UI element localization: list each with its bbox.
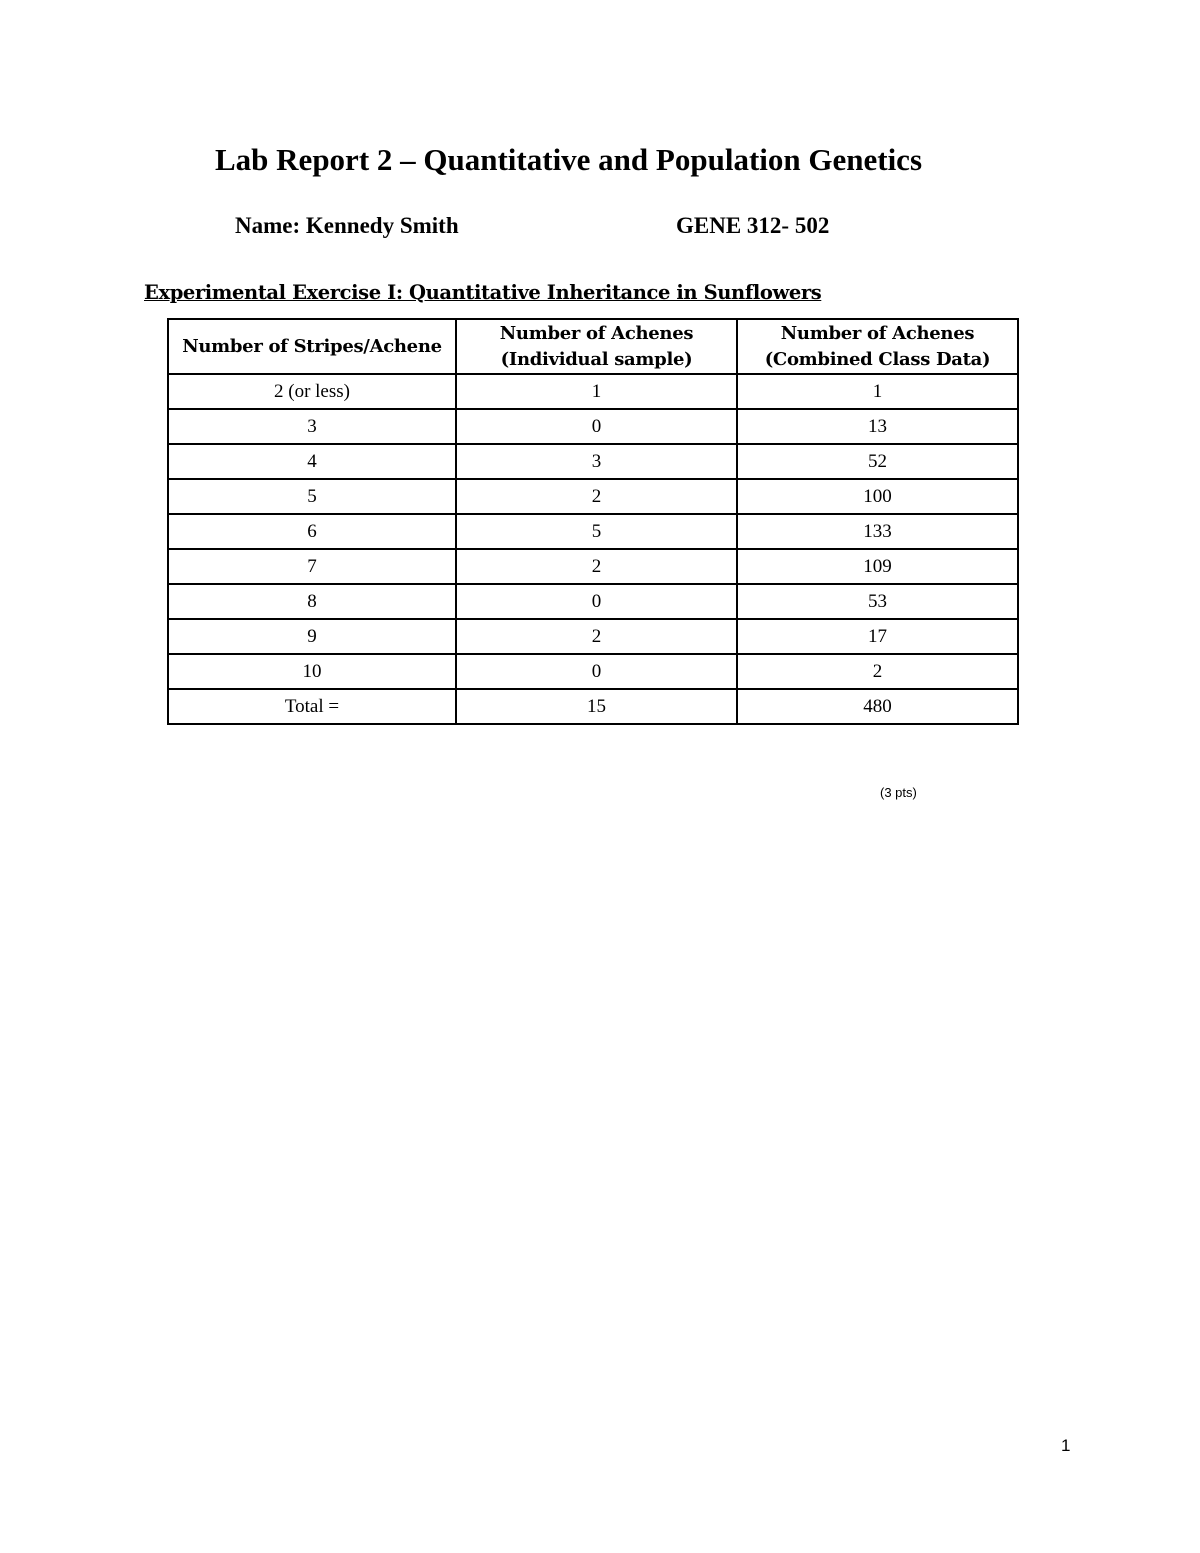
page-number: 1 bbox=[1061, 1436, 1071, 1455]
individual-count-cell: 15 bbox=[456, 689, 737, 724]
combined-count-cell: 1 bbox=[737, 374, 1018, 409]
combined-count-cell: 53 bbox=[737, 584, 1018, 619]
table-row bbox=[168, 514, 1018, 549]
table-row bbox=[168, 479, 1018, 514]
combined-count-cell: 133 bbox=[737, 514, 1018, 549]
combined-count-cell: 17 bbox=[737, 619, 1018, 654]
combined-count-cell: 109 bbox=[737, 549, 1018, 584]
individual-count-cell: 0 bbox=[456, 409, 737, 444]
individual-count-cell: 2 bbox=[456, 549, 737, 584]
header-line: (Individual sample) bbox=[500, 348, 693, 370]
stripes-cell: 7 bbox=[168, 549, 456, 584]
table-row bbox=[168, 374, 1018, 409]
stripes-cell: 5 bbox=[168, 479, 456, 514]
header-line: (Combined Class Data) bbox=[764, 348, 991, 370]
individual-count-cell: 2 bbox=[456, 619, 737, 654]
header-line: Number of Achenes bbox=[499, 322, 694, 344]
stripes-cell: 9 bbox=[168, 619, 456, 654]
header-stripes-per-achene bbox=[168, 319, 456, 374]
report-title: Lab Report 2 – Quantitative and Population Genetics bbox=[215, 142, 923, 177]
course-section: GENE 312- 502 bbox=[676, 213, 830, 238]
individual-count-cell: 1 bbox=[456, 374, 737, 409]
table-row bbox=[168, 444, 1018, 479]
individual-count-cell: 0 bbox=[456, 654, 737, 689]
stripes-cell: Total = bbox=[168, 689, 456, 724]
table-row bbox=[168, 619, 1018, 654]
combined-count-cell: 13 bbox=[737, 409, 1018, 444]
stripes-cell: 2 (or less) bbox=[168, 374, 456, 409]
table-body bbox=[168, 374, 1018, 724]
stripes-cell: 3 bbox=[168, 409, 456, 444]
header-line: Number of Achenes bbox=[780, 322, 975, 344]
individual-count-cell: 3 bbox=[456, 444, 737, 479]
individual-count-cell: 2 bbox=[456, 479, 737, 514]
points-note: (3 pts) bbox=[880, 785, 917, 800]
header-combined-class-data bbox=[737, 319, 1018, 374]
individual-count-cell: 0 bbox=[456, 584, 737, 619]
combined-count-cell: 2 bbox=[737, 654, 1018, 689]
table-row bbox=[168, 549, 1018, 584]
stripes-cell: 6 bbox=[168, 514, 456, 549]
individual-count-cell: 5 bbox=[456, 514, 737, 549]
header-individual-sample bbox=[456, 319, 737, 374]
combined-count-cell: 480 bbox=[737, 689, 1018, 724]
table-row bbox=[168, 654, 1018, 689]
achene-stripes-table bbox=[167, 318, 1019, 725]
combined-count-cell: 100 bbox=[737, 479, 1018, 514]
student-name: Name: Kennedy Smith bbox=[235, 213, 459, 238]
stripes-cell: 8 bbox=[168, 584, 456, 619]
table-header-row bbox=[168, 319, 1018, 374]
stripes-cell: 4 bbox=[168, 444, 456, 479]
total-row bbox=[168, 689, 1018, 724]
section-heading: Experimental Exercise I: Quantitative Inheritance in Sunflowers bbox=[144, 281, 822, 304]
table-row bbox=[168, 584, 1018, 619]
table-row bbox=[168, 409, 1018, 444]
header-line: Number of Stripes/Achene bbox=[182, 335, 442, 357]
combined-count-cell: 52 bbox=[737, 444, 1018, 479]
stripes-cell: 10 bbox=[168, 654, 456, 689]
